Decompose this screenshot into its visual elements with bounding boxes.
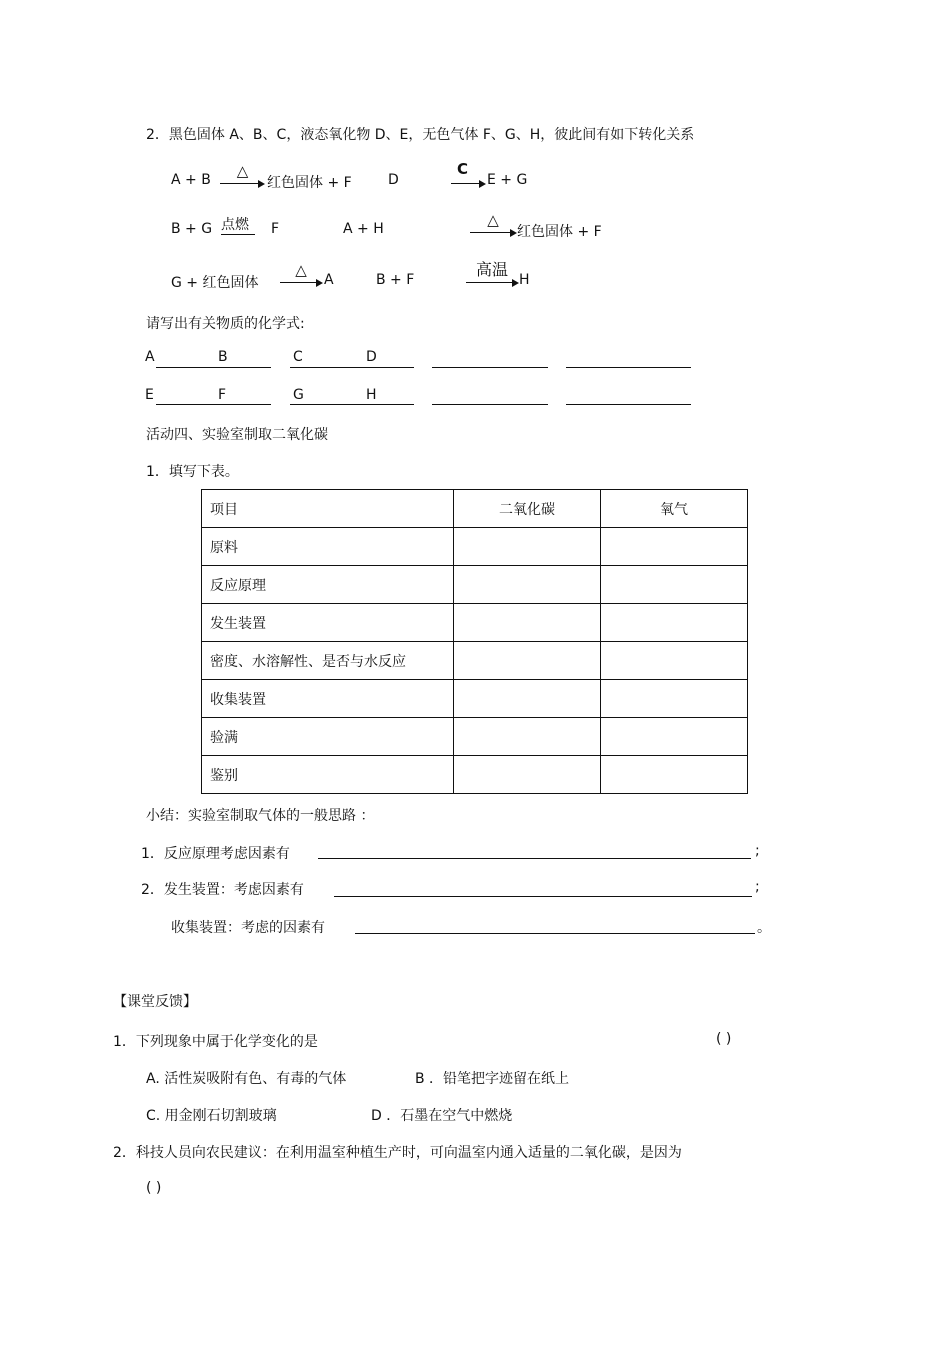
table-cell[interactable] [601,604,748,642]
option-b[interactable]: B ．铅笔把字迹留在纸上 [415,1071,570,1087]
blank-label-a: A [145,349,155,365]
reaction-1-right: 红色固体 + F [267,175,352,191]
semicolon: ; [755,843,760,859]
answer-blank-c[interactable] [290,367,414,368]
comparison-table [201,489,748,794]
table-row [202,680,748,718]
blank-label-e: E [145,387,154,403]
catalyst-label: C [457,160,469,178]
summary-title: 小结：实验室制取气体的一般思路 ： [146,808,375,824]
feedback-q2: 2．科技人员向农民建议：在利用温室种植生产时，可向温室内通入适量的二氧化碳，是因为 [113,1145,682,1161]
reaction-4-right: 红色固体 + F [517,224,602,240]
reaction-3-right: F [271,221,280,237]
table-row [202,756,748,794]
blank-label-h: H [366,387,377,403]
row-label: 反应原理 [202,566,454,604]
option-a[interactable]: A. 活性炭吸附有色、有毒的气体 [146,1071,347,1087]
table-cell[interactable] [454,566,601,604]
table-row [202,604,748,642]
answer-paren[interactable]: ( ) [716,1031,732,1047]
row-label: 原料 [202,528,454,566]
row-label: 密度、水溶解性、是否与水反应 [202,642,454,680]
table-cell[interactable] [601,718,748,756]
reaction-4-left: A + H [343,221,384,237]
reaction-5-right: A [324,272,334,288]
answer-blank-a[interactable] [156,367,271,368]
summary-blank-2[interactable] [334,896,752,897]
answer-blank-extra[interactable] [432,367,548,368]
row-label: 验满 [202,718,454,756]
reaction-1-left: A + B [171,172,211,188]
activity-4-step1: 1．填写下表。 [146,464,239,480]
table-cell[interactable] [601,680,748,718]
table-row [202,566,748,604]
row-label: 鉴别 [202,756,454,794]
summary-item-2: 2．发生装置：考虑因素有 [141,882,304,898]
answer-paren[interactable]: ( ) [146,1180,162,1196]
row-label: 收集装置 [202,680,454,718]
reaction-3-left: B + G [171,221,213,237]
answer-blank-e[interactable] [156,404,271,405]
table-row [202,718,748,756]
reaction-arrow-catalyst [451,162,485,184]
answer-blank-g[interactable] [290,404,414,405]
option-d[interactable]: D ．石墨在空气中燃烧 [371,1108,513,1124]
table-row [202,528,748,566]
heat-icon: △ [295,261,307,279]
table-cell[interactable] [454,642,601,680]
option-c[interactable]: C. 用金刚石切割玻璃 [146,1108,277,1124]
blank-label-b: B [218,349,228,365]
semicolon: ; [755,879,760,895]
table-cell[interactable] [601,642,748,680]
table-header-row [202,490,748,528]
table-header-item: 项目 [202,490,454,528]
q2-intro: 2．黑色固体 A、B、C，液态氧化物 D、E，无色气体 F、G、H，彼此间有如下转化关系 [146,127,695,143]
heat-icon: △ [236,162,249,180]
feedback-q1: 1．下列现象中属于化学变化的是 [113,1034,318,1050]
reaction-6-right: H [519,272,530,288]
row-label: 发生装置 [202,604,454,642]
reaction-arrow-heat [280,263,322,283]
blank-label-f: F [218,387,227,403]
reaction-2-left: D [388,172,399,188]
table-cell[interactable] [454,680,601,718]
reaction-3-condition: 点燃 [221,214,255,235]
answer-blank-extra[interactable] [432,404,548,405]
table-cell[interactable] [601,566,748,604]
activity-4-title: 活动四、实验室制取二氧化碳 [146,427,328,443]
reaction-arrow-high-temp [466,261,518,283]
blank-label-g: G [293,387,304,403]
reaction-arrow-heat [220,164,265,184]
table-cell[interactable] [454,756,601,794]
table-header-o2: 氧气 [601,490,748,528]
table-header-co2: 二氧化碳 [454,490,601,528]
table-row [202,642,748,680]
answer-blank-extra[interactable] [566,367,691,368]
blank-label-c: C [293,349,303,365]
period: 。 [757,920,771,936]
high-temp-label: 高温 [475,260,508,279]
reaction-2-right: E + G [487,172,528,188]
reaction-5-left: G + 红色固体 [171,275,259,291]
table-cell[interactable] [601,756,748,794]
table-cell[interactable] [601,528,748,566]
summary-blank-1[interactable] [318,858,751,859]
table-cell[interactable] [454,528,601,566]
blank-label-d: D [366,349,377,365]
reaction-arrow-heat [470,213,516,233]
summary-item-1: 1．反应原理考虑因素有 [141,846,290,862]
table-cell[interactable] [454,604,601,642]
reaction-6-left: B + F [376,272,415,288]
formula-prompt: 请写出有关物质的化学式: [146,316,305,332]
summary-item-3: 收集装置：考虑的因素有 [171,920,325,936]
feedback-title: 【课堂反馈】 [113,994,197,1010]
summary-blank-3[interactable] [355,933,755,934]
heat-icon: △ [487,211,499,229]
answer-blank-extra[interactable] [566,404,691,405]
table-cell[interactable] [454,718,601,756]
